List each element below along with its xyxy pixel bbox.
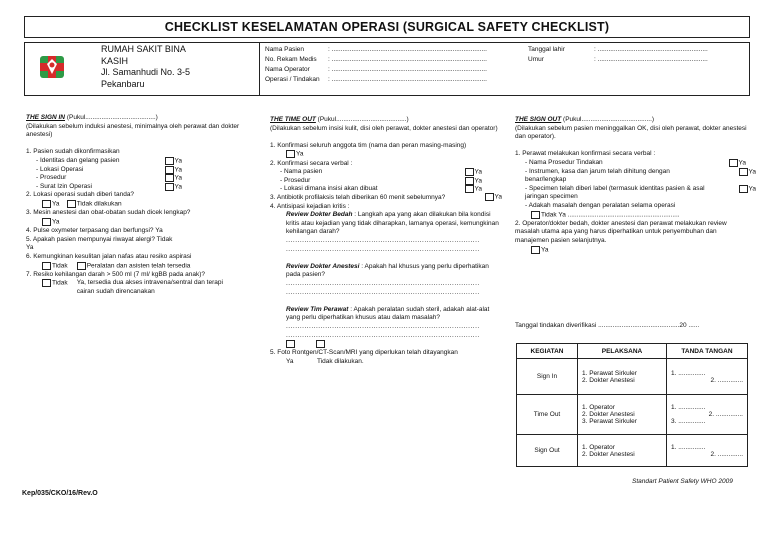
patient-field-dots[interactable]: : ...................................................................................... : ...................................................................................... : ...................................................................................... : ...................................................................................... (328, 46, 487, 83)
checkbox[interactable] (739, 168, 748, 176)
patient-fields (265, 45, 320, 85)
footer-standard: Standart Patient Safety WHO 2009 (632, 478, 733, 485)
checkbox[interactable] (67, 200, 76, 208)
hospital-address-2: Pekanbaru (101, 78, 145, 89)
checkbox[interactable] (286, 150, 295, 158)
time-out-title: THE TIME OUT (270, 116, 316, 123)
checkbox[interactable] (465, 168, 474, 176)
checkbox[interactable] (729, 159, 738, 167)
table-header: KEGIATAN (517, 344, 578, 359)
checkbox[interactable] (42, 279, 51, 287)
field-operator: Nama Operator (265, 66, 310, 73)
time-out-desc: (Dilakukan sebelum insisi kulit, disi oleh perawat, dokter anestesi dan operator) (270, 124, 498, 132)
sign-out-title: THE SIGN OUT (515, 116, 562, 123)
footer-doc-code: Kep/035/CKO/16/Rev.O (22, 490, 98, 497)
sign-out-column: THE SIGN OUT (Pukul.......................................) (Dilakukan sebelum pasien meninggalkan OK, disi oleh perawat, dokter anestesi dan operator). 1. Perawat melakukan konfirmasi secara verbal : - Nama Prosedur Tindakan Ya - Instrumen, kasa dan jarum telah dihitung dengan benar/lengkap Ya - Specimen telah diberi label (termasuk identitas pasien & asal jaringan specimen Ya - Adakah masalah dengan peralatan selama operasi Tidak Ya .............................................................. 2. Operator/dokter bedah, dokter anestesi dan perawat melakukan review masalah utama apa yang harus diperhatikan untuk penyembuhan dan manajemen pasien selanjutnya. Ya (515, 116, 756, 254)
checkbox[interactable] (42, 218, 51, 226)
table-row: Sign In 1. Perawat Sirkuler 2. Dokter Anestesi 1. ............... 2. .............. (517, 359, 748, 395)
field-umur: Umur (528, 56, 544, 63)
sign-in-column: THE SIGN IN (Pukul.......................................) (Dilakukan sebelum induksi anestesi, minimalnya oleh perawat dan dokter anestesi) 1. Pasien sudah dikonfirmasikan - Identitas dan gelang pasien Ya - Lokasi Operasi Ya - Prosedur Ya - Surat Izin Operasi Ya 2. Lokasi operasi sudah diberi tanda? Ya Tidak dilakukan 3. Mesin anestesi dan obat-obatan sudah dicek lengkap? Ya 4. Pulse oxymeter terpasang dan berfungsi? Ya 5. Apakah pasien mempunyai riwayat alergi? Tidak Ya 6. Kemungkinan kesulitan jalan nafas atau resiko aspirasi Tidak Peralatan dan asisten telah tersedia 7. Resiko kehilangan darah > 500 ml (7 ml/ kgBB pada anak)? Tidak Ya, tersedia dua akses intravena/sentral dan terapi cairan sudah direncanakan (26, 114, 252, 297)
sign-in-desc: (Dilakukan sebelum induksi anestesi, minimalnya oleh perawat dan dokter anestesi) (26, 122, 240, 139)
checkbox[interactable] (531, 246, 540, 254)
checkbox[interactable] (485, 193, 494, 201)
field-operasi: Operasi / Tindakan (265, 76, 320, 83)
checkbox[interactable] (465, 177, 474, 185)
checkbox[interactable] (77, 262, 86, 270)
table-row: Time Out 1. Operator 2. Dokter Anestesi 3. Perawat Sirkuler 1. ............... 2. ............... 3. ............... (517, 395, 748, 435)
hospital-logo-icon (38, 52, 66, 82)
sign-out-desc: (Dilakukan sebelum pasien meninggalkan OK, disi oleh perawat, dokter anestesi dan operator). (515, 124, 747, 141)
time-out-column: THE TIME OUT (Pukul.......................................) (Dilakukan sebelum insisi kulit, disi oleh perawat, dokter anestesi dan operator) 1. Konfirmasi seluruh anggota tim (nama dan peran masing-masing) Ya 2. Konfirmasi secara verbal : - Nama pasien Ya - Prosedur Ya - Lokasi dimana insisi akan dibuat Ya 3. Antibiotik profilaksis telah diberikan 60 menit sebelumnya? Ya 4. Antisipasi kejadian kritis : Review Dokter Bedah : Langkah apa yang akan dilakukan bila kondisi kritis atau kejadian yang tidak diharapkan, lamanya operasi, kemungkinan kehilangan darah? .................................................................................... .................................................................................... Review Dokter Anestesi : Apakah hal khusus yang perlu diperhatikan pada pasien? .................................................................................... .................................................................................... Review Tim Perawat : Apakah peralatan sudah steril, adakah alat-alat yang perlu diperhatikan khusus atau dalam masalah? .................................................................................... .................................................................................... 5. Foto Rontgen/CT-Scan/MRI yang diperlukan telah ditayangkan Ya Tidak dilakukan. (270, 116, 502, 366)
patient-field-dots-right[interactable]: : ............................................................. : ............................................................. (594, 46, 708, 63)
checkbox[interactable] (316, 340, 325, 348)
signature-table (516, 343, 748, 467)
hospital-name-1: RUMAH SAKIT BINA (101, 44, 186, 54)
verification-date[interactable]: Tanggal tindakan diverifikasi .............................................20 ...... (515, 322, 700, 329)
field-nama-pasien: Nama Pasien (265, 46, 305, 53)
table-header: TANDA TANGAN (667, 344, 748, 359)
checkbox[interactable] (531, 211, 540, 219)
patient-fields-right (528, 45, 565, 65)
checkbox[interactable] (739, 185, 748, 193)
table-row: Sign Out 1. Operator 2. Dokter Anestesi 1. ............... 2. .............. (517, 435, 748, 467)
field-no-rm: No. Rekam Medis (265, 56, 317, 63)
sign-in-title: THE SIGN IN (26, 114, 66, 121)
checkbox[interactable] (465, 185, 474, 193)
checkbox[interactable] (42, 262, 51, 270)
checkbox[interactable] (165, 174, 174, 182)
hospital-info (101, 44, 190, 90)
checkbox[interactable] (165, 166, 174, 174)
checkbox[interactable] (42, 200, 51, 208)
checkbox[interactable] (165, 183, 174, 191)
checkbox[interactable] (286, 340, 295, 348)
table-header: PELAKSANA (578, 344, 667, 359)
hospital-name-2: KASIH (101, 55, 129, 66)
document-title: CHECKLIST KESELAMATAN OPERASI (SURGICAL SAFETY CHECKLIST) (24, 16, 750, 38)
hospital-address-1: Jl. Samanhudi No. 3-5 (101, 67, 191, 77)
checkbox[interactable] (165, 157, 174, 165)
field-tanggal-lahir: Tanggal lahir (528, 46, 565, 53)
